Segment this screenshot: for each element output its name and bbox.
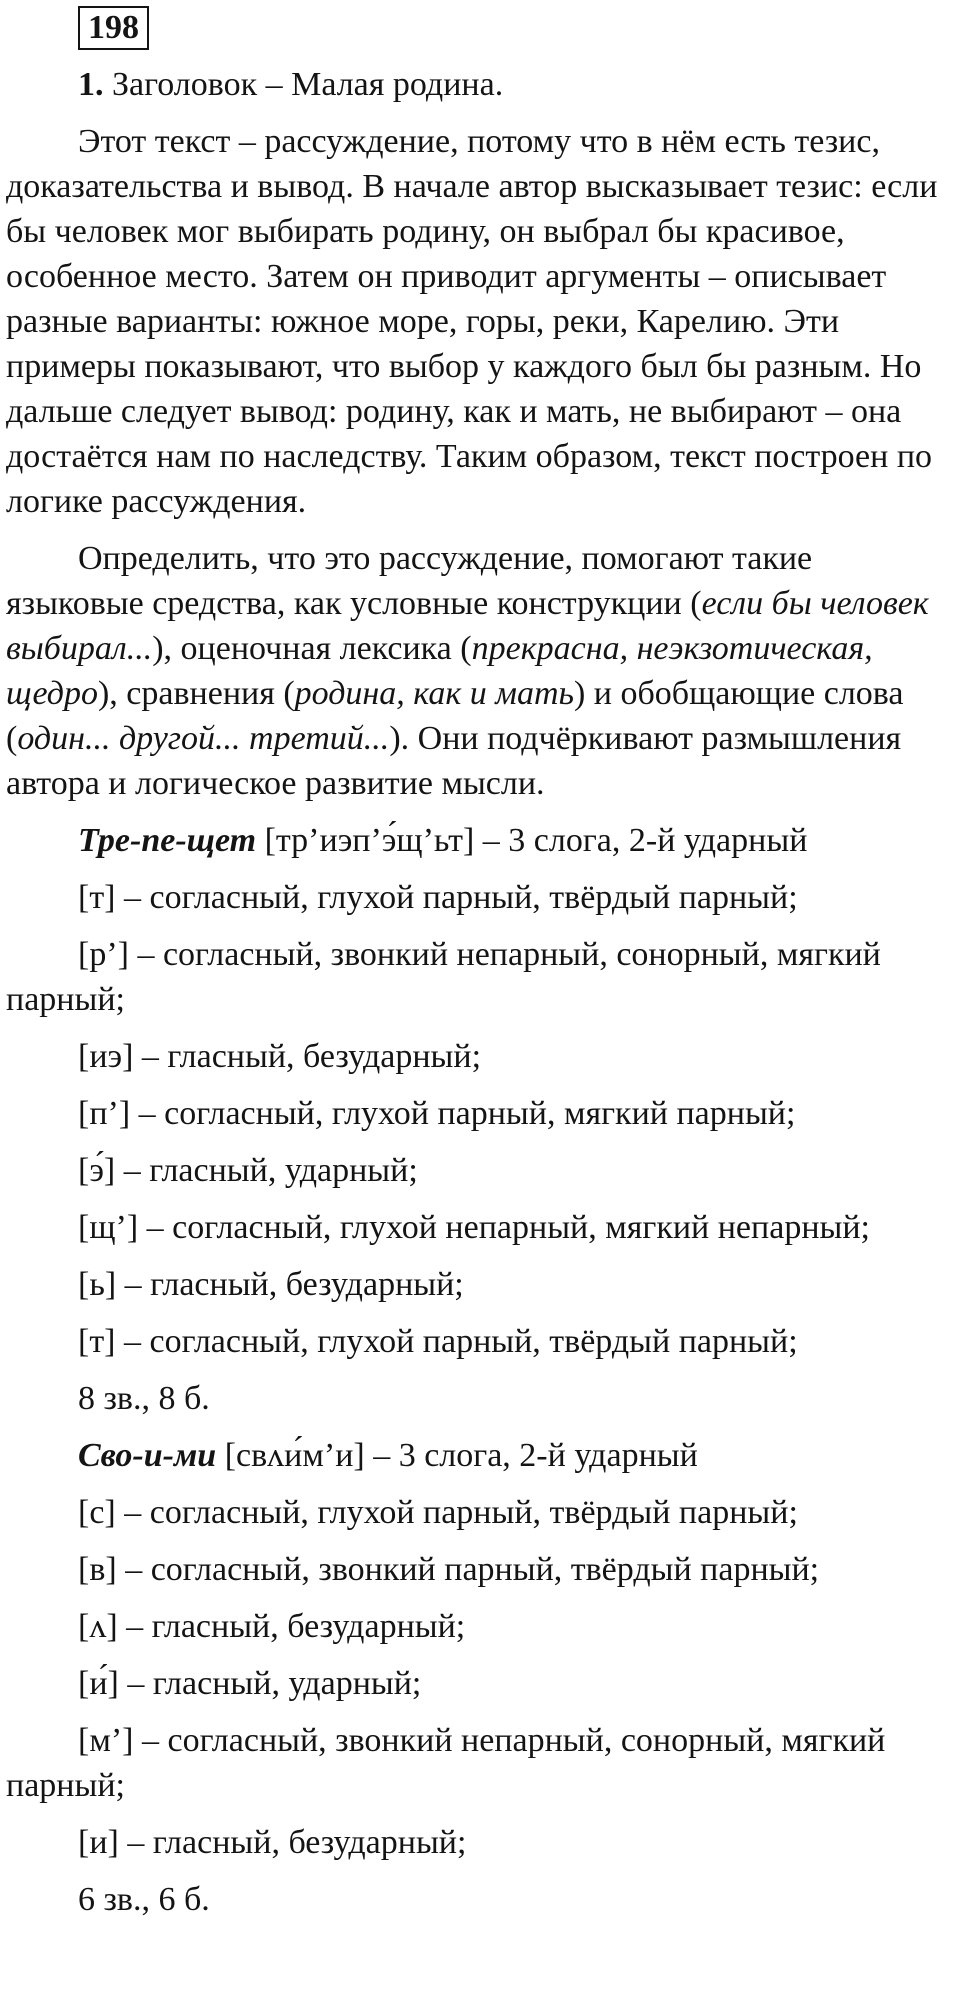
sound-line: [м’] – согласный, звонкий непарный, сонорный, мягкий парный; [6, 1722, 886, 1804]
sound-line: [т] – согласный, глухой парный, твёрдый парный; [78, 1323, 798, 1360]
sound-letter-count: 6 зв., 6 б. [78, 1881, 210, 1918]
word-transcription: [тр’иэп’э́щ’ьт] – 3 слога, 2-й ударный [256, 822, 808, 859]
sound-line: [э́] – гласный, ударный; [78, 1152, 418, 1189]
paragraph-reasoning: Этот текст – рассуждение, потому что в нём есть тезис, доказательства и вывод. В начале автор высказывает тезис: если бы человек мог выбирать родину, он выбрал бы красивое, особенное место. Затем он приводит аргументы – описывает разные варианты: южное море, горы, реки, Карелию. Эти примеры показывают, что выбор у каждого был бы разным. Но дальше следует вывод: родину, как и мать, не выбирают – она достаётся нам по наследству. Таким образом, текст построен по логике рассуждения. [6, 123, 938, 520]
sound-line: [ь] – гласный, безударный; [78, 1266, 464, 1303]
word-syllables: Тре-пе-щет [78, 822, 257, 859]
text-segment: Определить, что это рассуждение, помогают такие языковые средства, как условные конструкции ( [6, 540, 813, 622]
exercise-number: 198 [78, 6, 149, 50]
word-heading [6, 1433, 946, 1478]
sound-line: [иэ] – гласный, безударный; [78, 1038, 482, 1075]
italic-example: если бы человек выбирал... [6, 585, 929, 667]
word-heading [6, 818, 946, 863]
paragraph-language-means [6, 536, 946, 806]
sound-line: [р’] – согласный, звонкий непарный, сонорный, мягкий парный; [6, 936, 881, 1018]
italic-example: прекрасна, неэкзотическая, щедро [6, 630, 873, 712]
sound-line: [т] – согласный, глухой парный, твёрдый парный; [78, 879, 798, 916]
document-body [6, 62, 946, 1934]
sound-line: [ʌ] – гласный, безударный; [78, 1608, 466, 1645]
text-segment: ), оценочная лексика ( [152, 630, 472, 667]
italic-example: родина, как и мать [294, 675, 574, 712]
task-heading [6, 62, 946, 107]
sound-line: [в] – согласный, звонкий парный, твёрдый парный; [78, 1551, 820, 1588]
text-segment: ). Они подчёркивают размышления автора и логическое развитие мысли. [6, 720, 902, 802]
sound-line: [и́] – гласный, ударный; [78, 1665, 422, 1702]
sound-line: [с] – согласный, глухой парный, твёрдый парный; [78, 1494, 798, 1531]
sound-line: [щ’] – согласный, глухой непарный, мягкий непарный; [78, 1209, 870, 1246]
sound-line: [п’] – согласный, глухой парный, мягкий парный; [78, 1095, 796, 1132]
word-syllables: Сво-и-ми [78, 1437, 217, 1474]
sound-line: [и] – гласный, безударный; [78, 1824, 467, 1861]
task-number: 1. [78, 66, 104, 103]
italic-example: один... другой... третий... [17, 720, 390, 757]
sound-letter-count: 8 зв., 8 б. [78, 1380, 210, 1417]
text-segment: ), сравнения ( [97, 675, 295, 712]
word-transcription: [свʌи́м’и] – 3 слога, 2-й ударный [216, 1437, 698, 1474]
text-segment: ) и обобщающие слова ( [6, 675, 904, 757]
task-text: Заголовок – Малая родина. [103, 66, 504, 103]
